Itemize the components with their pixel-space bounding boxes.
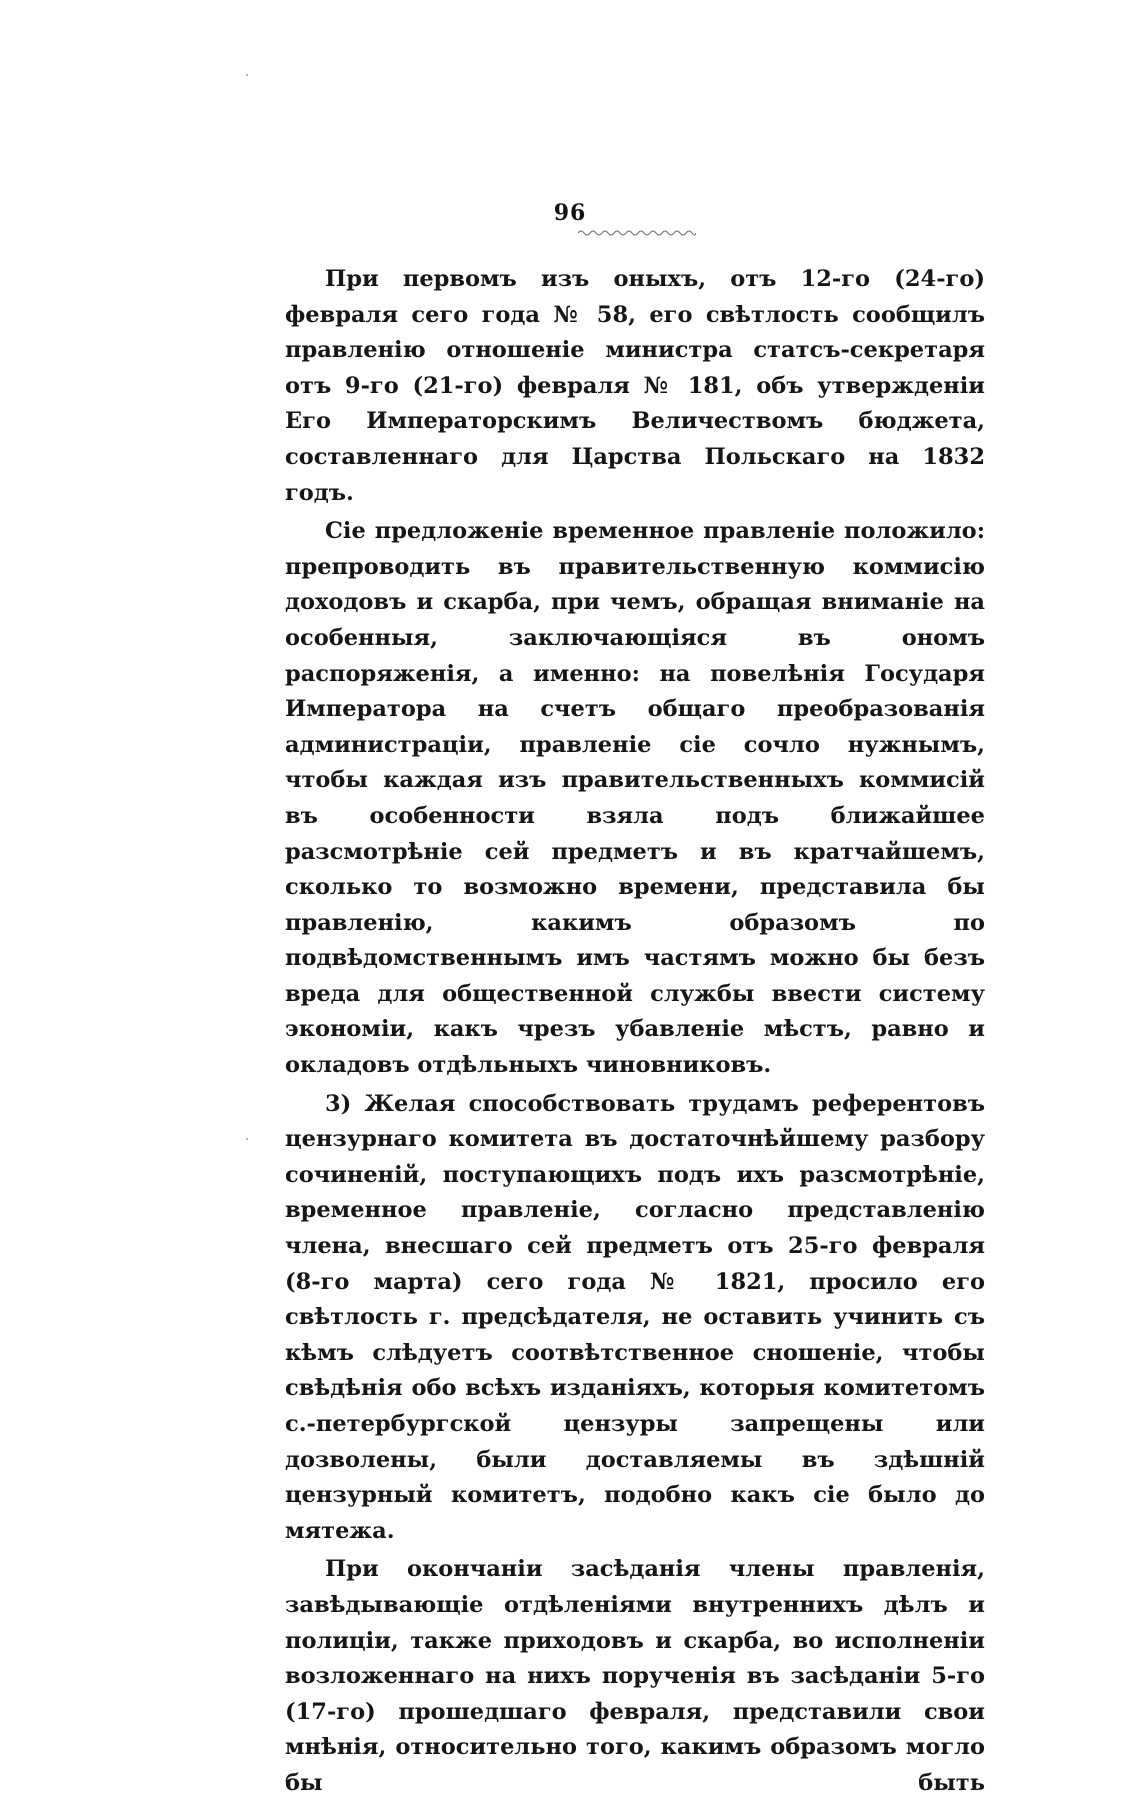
body-text (285, 262, 985, 1802)
page-number: 96 (553, 200, 587, 226)
edge-speck-middle (246, 1138, 248, 1140)
wavy-rule-ornament (578, 228, 696, 238)
paragraph-2: Сіе предложеніе временное правленіе положило: препроводить въ правительственную коммисію доходовъ и скарба, при чемъ, обращая вниманіе на особенныя, заключающіяся въ ономъ распоряженія, а именно: на повелѣнія Государя Императора на счетъ общаго преобразованія администраціи, правленіе сіе сочло нужнымъ, чтобы каждая изъ правительственныхъ коммисій въ особенности взяла подъ ближайшее разсмотрѣніе сей предметъ и въ кратчайшемъ, сколько то возможно времени, представила бы правленію, какимъ образомъ по подвѣдомственнымъ имъ частямъ можно бы безъ вреда для общественной службы ввести систему экономіи, какъ чрезъ убавленіе мѣстъ, равно и окладовъ отдѣльныхъ чиновниковъ. (285, 518, 985, 1079)
paragraph-4: При окончаніи засѣданія члены правленія, завѣдывающіе отдѣленіями внутреннихъ дѣлъ и полиціи, также приходовъ и скарба, во исполненіи возложеннаго на нихъ порученія въ засѣданіи 5-го (17-го) прошедшаго февраля, представили свои мнѣнія, относительно того, какимъ образомъ могло бы быть (285, 1556, 985, 1796)
edge-speck-top (246, 74, 248, 76)
paragraph-1: При первомъ изъ оныхъ, отъ 12-го (24-го) февраля сего года № 58, его свѣтлость сообщилъ правленію отношеніе министра статсъ-секретаря отъ 9-го (21-го) февраля № 181, объ утвержденіи Его Императорскимъ Величествомъ бюджета, составленнаго для Царства Польскаго на 1832 годъ. (285, 266, 985, 506)
paragraph-3: 3) Желая способствовать трудамъ референтовъ цензурнаго комитета въ достаточнѣйшему разбору сочиненій, поступающихъ подъ ихъ разсмотрѣніе, временное правленіе, согласно представленію члена, внесшаго сей предметъ отъ 25-го февраля (8-го марта) сего года № 1821, просило его свѣтлость г. предсѣдателя, не оставить учинить съ кѣмъ слѣдуетъ соотвѣтственное сношеніе, чтобы свѣдѣнія обо всѣхъ изданіяхъ, которыя комитетомъ с.-петербургской цензуры запрещены или дозволены, были доставляемы въ здѣшній цензурный комитетъ, подобно какъ сіе было до мятежа. (285, 1090, 985, 1544)
